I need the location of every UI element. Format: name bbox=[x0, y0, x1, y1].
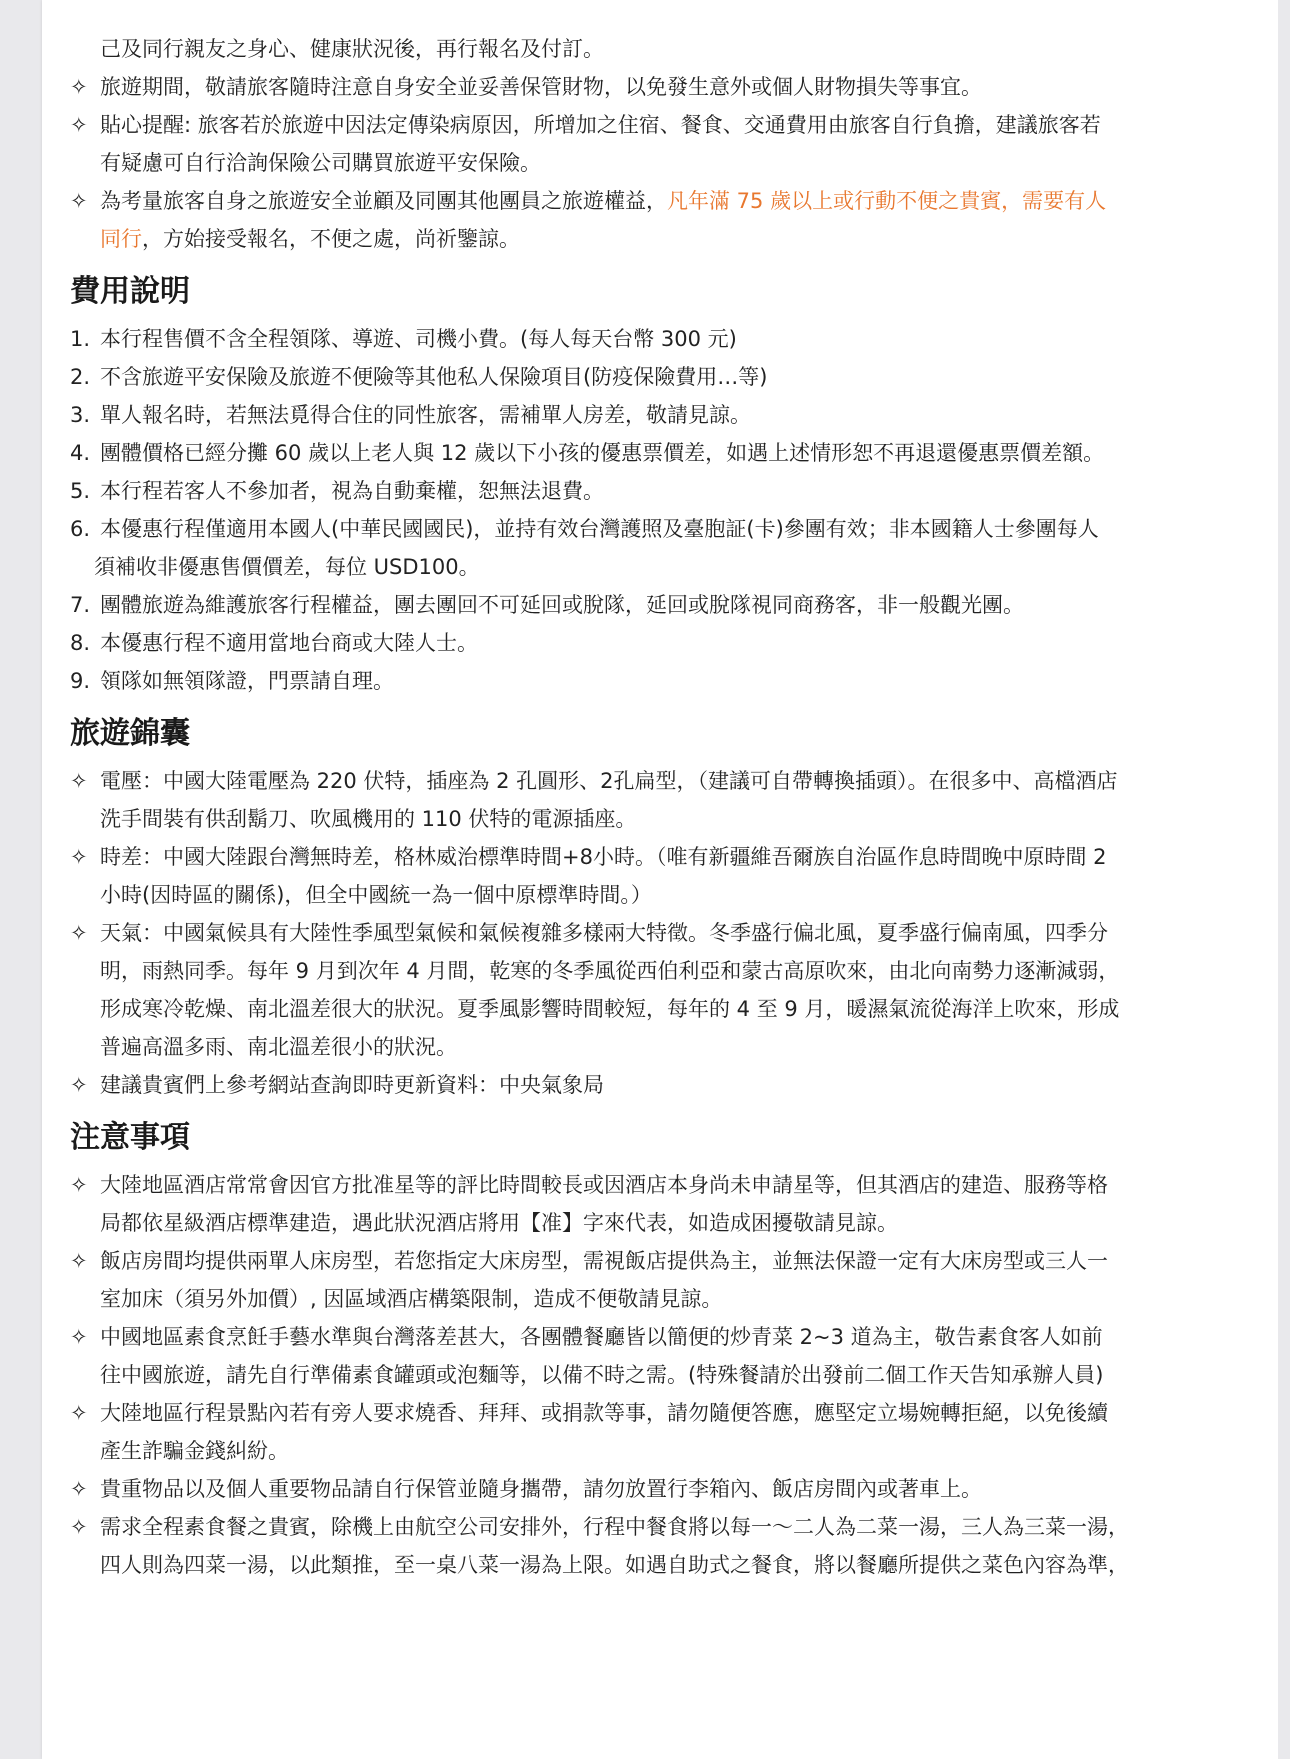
tip-bullet-line: 天氣：中國氣候具有大陸性季風型氣候和氣候複雜多樣兩大特徵。冬季盛行偏北風，夏季盛行偏南風，四季分 bbox=[100, 921, 1108, 945]
fee-item-text: 領隊如無領隊證，門票請自理。 bbox=[100, 669, 394, 693]
fee-item-text: 單人報名時，若無法覓得合住的同性旅客，需補單人房差，敬請見諒。 bbox=[100, 403, 751, 427]
sparkle-bullet-icon: ✧ bbox=[70, 1173, 88, 1197]
sparkle-bullet-icon: ✧ bbox=[70, 1401, 88, 1425]
fee-item-text: 團體價格已經分攤 60 歲以上老人與 12 歲以下小孩的優惠票價差，如遇上述情形恕不再退還優惠票價差額。 bbox=[100, 441, 1105, 465]
fee-item bbox=[70, 586, 1260, 624]
note-bullet bbox=[70, 1508, 1260, 1584]
sparkle-bullet-icon: ✧ bbox=[70, 189, 88, 213]
note-bullet-line: 產生詐騙金錢糾紛。 bbox=[100, 1439, 289, 1463]
fee-item-text: 不含旅遊平安保險及旅遊不便險等其他私人保險項目(防疫保險費用…等) bbox=[100, 365, 768, 389]
tip-bullet-line: 建議貴賓們上參考網站查詢即時更新資料：中央氣象局 bbox=[100, 1073, 604, 1097]
fee-item bbox=[70, 358, 1260, 396]
sparkle-bullet-icon: ✧ bbox=[70, 1249, 88, 1273]
tip-bullet-line: 形成寒冷乾燥、南北溫差很大的狀況。夏季風影響時間較短，每年的 4 至 9 月，暖濕氣流從海洋上吹來，形成 bbox=[100, 997, 1120, 1021]
document-page bbox=[42, 0, 1278, 1759]
sparkle-bullet-icon: ✧ bbox=[70, 75, 88, 99]
note-bullet bbox=[70, 1242, 1260, 1318]
note-bullet bbox=[70, 1394, 1260, 1470]
fee-item-number: 7. bbox=[70, 593, 91, 617]
intro-bullet: ✧ 為考量旅客自身之旅遊安全並顧及同團其他團員之旅遊權益，凡年滿 75 歲以上或行動不便之貴賓，需要有人 同行，方始接受報名，不便之處，尚祈鑒諒。 bbox=[70, 182, 1260, 258]
sparkle-bullet-icon: ✧ bbox=[70, 845, 88, 869]
note-bullet-line: 大陸地區行程景點內若有旁人要求燒香、拜拜、或捐款等事，請勿隨便答應，應堅定立場婉轉拒絕，以免後續 bbox=[100, 1401, 1108, 1425]
note-bullet-line: 需求全程素食餐之貴賓，除機上由航空公司安排外，行程中餐食將以每一～二人為二菜一湯，三人為三菜一湯， bbox=[100, 1515, 1129, 1539]
sparkle-bullet-icon: ✧ bbox=[70, 921, 88, 945]
note-bullet-line: 往中國旅遊，請先自行準備素食罐頭或泡麵等，以備不時之需。(特殊餐請於出發前二個工作天告知承辦人員) bbox=[100, 1363, 1104, 1387]
fee-item-number: 5. bbox=[70, 479, 91, 503]
section-heading-notes: 注意事項 bbox=[70, 1120, 190, 1155]
intro-bullet: ✧ 貼心提醒: 旅客若於旅遊中因法定傳染病原因，所增加之住宿、餐食、交通費用由旅客自行負擔，建議旅客若 有疑慮可自行洽詢保險公司購買旅遊平安保險。 bbox=[70, 106, 1260, 182]
intro-continuation: 己及同行親友之身心、健康狀況後，再行報名及付訂。 bbox=[100, 37, 604, 61]
fee-item-text: 本優惠行程僅適用本國人(中華民國國民)，並持有效台灣護照及臺胞証(卡)參團有效；非本國籍人士參團每人 bbox=[100, 517, 1099, 541]
fee-item-number: 4. bbox=[70, 441, 91, 465]
notes-list bbox=[70, 1166, 1260, 1584]
document-content bbox=[70, 30, 1260, 1584]
fee-item-number: 9. bbox=[70, 669, 91, 693]
fee-item bbox=[70, 320, 1260, 358]
tips-list bbox=[70, 762, 1260, 1104]
intro-bullet: ✧ 旅遊期間，敬請旅客隨時注意自身安全並妥善保管財物，以免發生意外或個人財物損失等事宜。 bbox=[70, 68, 1260, 106]
fee-item bbox=[70, 434, 1260, 472]
sparkle-bullet-icon: ✧ bbox=[70, 769, 88, 793]
fee-item bbox=[70, 396, 1260, 434]
fee-item-text: 本行程售價不含全程領隊、導遊、司機小費。(每人每天台幣 300 元) bbox=[100, 327, 737, 351]
fee-item-number: 1. bbox=[70, 327, 91, 351]
note-bullet-line: 貴重物品以及個人重要物品請自行保管並隨身攜帶，請勿放置行李箱內、飯店房間內或著車上。 bbox=[100, 1477, 982, 1501]
note-bullet bbox=[70, 1166, 1260, 1242]
note-bullet-line: 飯店房間均提供兩單人床房型，若您指定大床房型，需視飯店提供為主，並無法保證一定有大床房型或三人一 bbox=[100, 1249, 1108, 1273]
sparkle-bullet-icon: ✧ bbox=[70, 1515, 88, 1539]
tip-bullet-line: 洗手間裝有供刮鬍刀、吹風機用的 110 伏特的電源插座。 bbox=[100, 807, 637, 831]
tip-bullet-line: 時差：中國大陸跟台灣無時差，格林威治標準時間+8小時。（唯有新疆維吾爾族自治區作息時間晚中原時間 2 bbox=[100, 845, 1107, 869]
fee-item bbox=[70, 510, 1260, 586]
page-edge bbox=[1278, 0, 1290, 1759]
fee-item-text: 須補收非優惠售價價差，每位 USD100。 bbox=[94, 555, 480, 579]
fee-item-text: 本優惠行程不適用當地台商或大陸人士。 bbox=[100, 631, 478, 655]
fee-item bbox=[70, 472, 1260, 510]
tip-bullet bbox=[70, 1066, 1260, 1104]
tip-bullet-line: 普遍高溫多雨、南北溫差很小的狀況。 bbox=[100, 1035, 457, 1059]
fee-item-number: 3. bbox=[70, 403, 91, 427]
tip-bullet bbox=[70, 914, 1260, 1066]
tip-bullet bbox=[70, 838, 1260, 914]
sparkle-bullet-icon: ✧ bbox=[70, 113, 88, 137]
note-bullet-line: 中國地區素食烹飪手藝水準與台灣落差甚大，各團體餐廳皆以簡便的炒青菜 2~3 道為主，敬告素食客人如前 bbox=[100, 1325, 1103, 1349]
fees-list bbox=[70, 320, 1260, 700]
companion-highlight: 同行 bbox=[100, 227, 142, 251]
fee-item bbox=[70, 662, 1260, 700]
fee-item-text: 團體旅遊為維護旅客行程權益，團去團回不可延回或脫隊，延回或脫隊視同商務客，非一般觀光團。 bbox=[100, 593, 1024, 617]
age-restriction-highlight: 凡年滿 75 歲以上或行動不便之貴賓，需要有人 bbox=[667, 189, 1107, 213]
tip-bullet bbox=[70, 762, 1260, 838]
fee-item-number: 8. bbox=[70, 631, 91, 655]
section-heading-tips: 旅遊錦囊 bbox=[70, 716, 190, 751]
note-bullet-line: 四人則為四菜一湯，以此類推，至一桌八菜一湯為上限。如遇自助式之餐食，將以餐廳所提供之菜色內容為準， bbox=[100, 1553, 1129, 1577]
sparkle-bullet-icon: ✧ bbox=[70, 1325, 88, 1349]
sparkle-bullet-icon: ✧ bbox=[70, 1477, 88, 1501]
note-bullet bbox=[70, 1470, 1260, 1508]
note-bullet bbox=[70, 1318, 1260, 1394]
fee-item-number: 2. bbox=[70, 365, 91, 389]
sparkle-bullet-icon: ✧ bbox=[70, 1073, 88, 1097]
note-bullet-line: 大陸地區酒店常常會因官方批准星等的評比時間較長或因酒店本身尚未申請星等，但其酒店的建造、服務等格 bbox=[100, 1173, 1108, 1197]
note-bullet-line: 局都依星級酒店標準建造，遇此狀況酒店將用【准】字來代表，如造成困擾敬請見諒。 bbox=[100, 1211, 898, 1235]
tip-bullet-line: 電壓：中國大陸電壓為 220 伏特，插座為 2 孔圓形、2孔扁型，（建議可自帶轉換插頭）。在很多中、高檔酒店 bbox=[100, 769, 1118, 793]
fee-item-text: 本行程若客人不參加者，視為自動棄權，恕無法退費。 bbox=[100, 479, 604, 503]
fee-item-number: 6. bbox=[70, 517, 91, 541]
note-bullet-line: 室加床（須另外加價）, 因區域酒店構築限制，造成不便敬請見諒。 bbox=[100, 1287, 723, 1311]
tip-bullet-line: 明，雨熱同季。每年 9 月到次年 4 月間，乾寒的冬季風從西伯利亞和蒙古高原吹來，由北向南勢力逐漸減弱， bbox=[100, 959, 1120, 983]
fee-item bbox=[70, 624, 1260, 662]
section-heading-fees: 費用說明 bbox=[70, 274, 190, 309]
tip-bullet-line: 小時(因時區的關係)，但全中國統一為一個中原標準時間。） bbox=[100, 883, 652, 907]
